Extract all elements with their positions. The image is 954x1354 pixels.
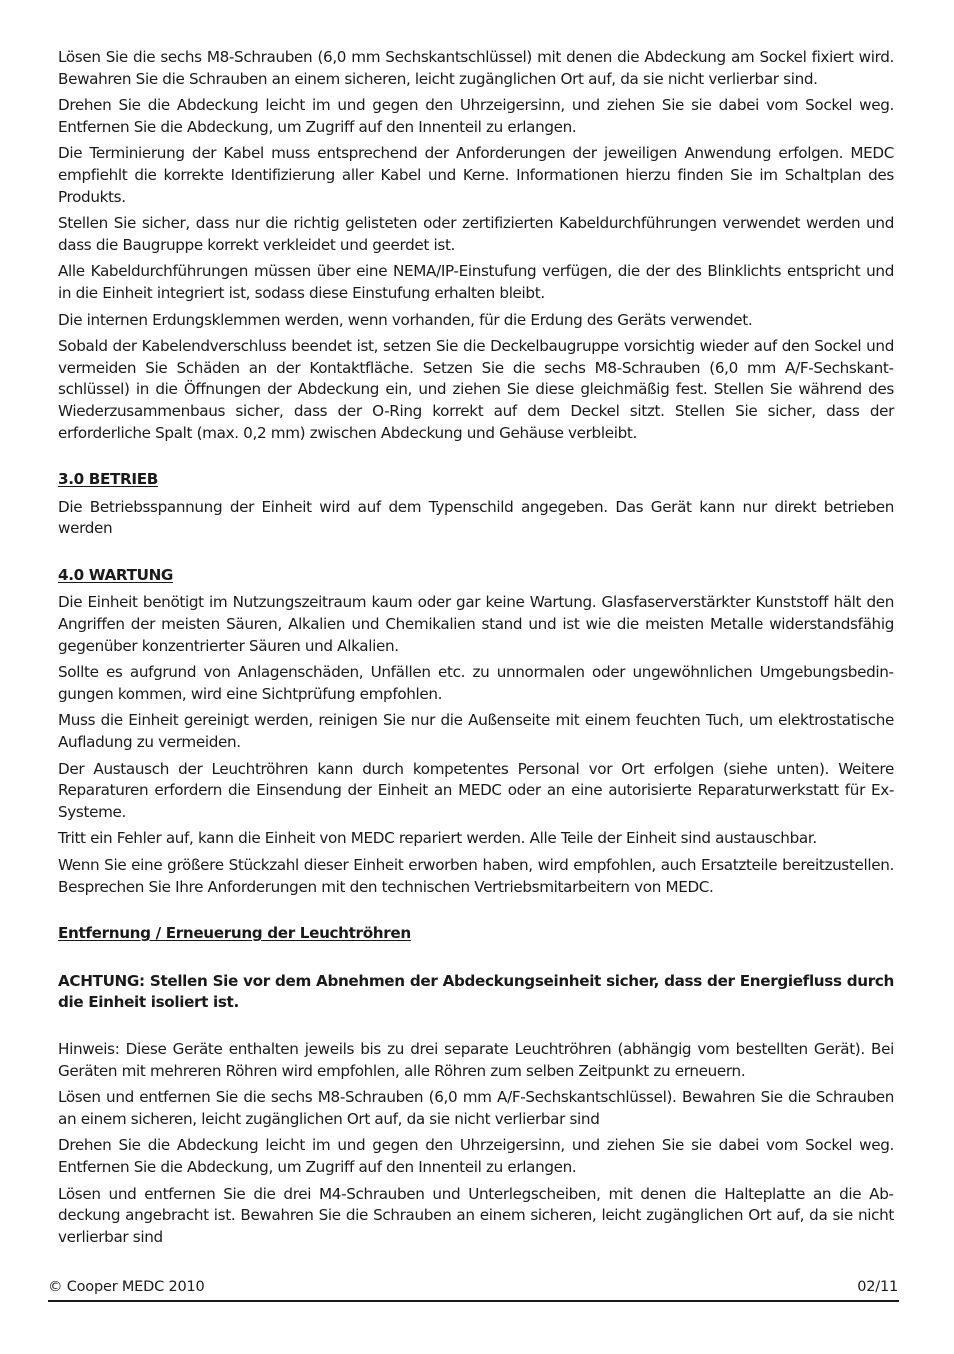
footer-page-number: 02/11 xyxy=(857,1279,898,1295)
section-heading-wartung: 4.0 WARTUNG xyxy=(58,565,174,584)
paragraph: Die Einheit benötigt im Nutzungszeitraum kaum oder gar keine Wartung. Glasfaserverstärkter Kunststoff hält den Angriffen der meisten Säuren, Alkalien und Chemikalien stand und ist wie die meisten Metalle widerstandsfähig gegenüber konzentrierter Säuren und Alkalien. xyxy=(58,593,894,655)
warning-notice: ACHTUNG: Stellen Sie vor dem Abnehmen der Abdeckungseinheit sicher, dass der Energiefluss durch die Einheit isoliert ist. xyxy=(58,971,894,1012)
section-heading-removal: Entfernung / Erneuerung der Leuchtröhren xyxy=(58,924,411,943)
paragraph: Sollte es aufgrund von Anlagenschäden, Unfällen etc. zu unnormalen oder ungewöhnlichen Umgebungsbedingungen kommen, wird eine Sichtprüfung empfohlen. xyxy=(58,663,894,703)
paragraph: Der Austausch der Leuchtröhren kann durch kompetentes Personal vor Ort erfolgen (siehe unten). Weitere Reparaturen erfordern die Einsendung der Einheit an MEDC oder an eine autorisierte Reparaturwerkstatt für Ex-Systeme. xyxy=(58,759,894,821)
spacer xyxy=(58,545,894,565)
spacer xyxy=(58,951,894,971)
paragraph: Lösen und entfernen Sie die drei M4-Schrauben und Unterlegscheiben, mit denen die Halteplatte an die Abdeckung angebracht ist. Bewahren Sie die Schrauben an einem sicheren, leicht zugänglichen Ort auf, da sie nicht verlierbar sind xyxy=(58,1184,894,1246)
spacer xyxy=(58,903,894,923)
paragraph: Wenn Sie eine größere Stückzahl dieser Einheit erworben haben, wird empfohlen, auch Ersatzteile bereitzustellen. Besprechen Sie Ihre Anforderungen mit den technischen Vertriebsmitarbeitern von MEDC. xyxy=(58,856,894,896)
paragraph: Drehen Sie die Abdeckung leicht im und gegen den Uhrzeigersinn, und ziehen Sie sie dabei vom Sockel weg. Entfernen Sie die Abdeckung, um Zugriff auf den Innenteil zu erlangen. xyxy=(58,1136,894,1176)
paragraph: Die Betriebsspannung der Einheit wird auf dem Typenschild angegeben. Das Gerät kann nur direkt betrieben werden xyxy=(58,497,894,538)
paragraph: Tritt ein Fehler auf, kann die Einheit von MEDC repariert werden. Alle Teile der Einheit sind austauschbar. xyxy=(58,829,817,848)
document-body xyxy=(58,47,894,1253)
section-heading-betrieb: 3.0 BETRIEB xyxy=(58,470,158,489)
spacer xyxy=(58,449,894,469)
footer-divider xyxy=(48,1300,899,1302)
paragraph: Lösen Sie die sechs M8-Schrauben (6,0 mm Sechskantschlüssel) mit denen die Abdeckung am Sockel fixiert wird. Bewahren Sie die Schrauben an einem sicheren, leicht zugänglichen Ort auf, da sie nicht verlierbar sind. xyxy=(58,48,894,88)
paragraph: Sobald der Kabelendverschluss beendet ist, setzen Sie die Deckelbaugruppe vorsichtig wieder auf den Sockel und vermeiden Sie Schäden an der Kontaktfläche. Setzen Sie die sechs M8-Schrauben (6,0 mm A/F-Sechskantschlüssel) in die Öffnungen der Abdeckung ein, und ziehen Sie diese gleichmäßig fest. Stellen Sie während des Wiederzusammenbaus sicher, dass der O-Ring korrekt auf dem Deckel sitzt. Stellen Sie sicher, dass der erforderliche Spalt (max. 0,2 mm) zwischen Abdeckung und Gehäuse verbleibt. xyxy=(58,337,894,442)
paragraph: Muss die Einheit gereinigt werden, reinigen Sie nur die Außenseite mit einem feuchten Tuch, um elektrostatische Aufladung zu vermeiden. xyxy=(58,711,894,752)
spacer xyxy=(58,1019,894,1039)
paragraph: Die Terminierung der Kabel muss entsprechend der Anforderungen der jeweiligen Anwendung erfolgen. MEDC empfiehlt die korrekte Identifizierung aller Kabel und Kerne. Informationen hierzu finden Sie im Schaltplan des Produkts. xyxy=(58,144,894,206)
paragraph: Alle Kabeldurchführungen müssen über eine NEMA/IP-Einstufung verfügen, die der des Blinklichts entspricht und in die Einheit integriert ist, sodass diese Einstufung erhalten bleibt. xyxy=(58,262,894,302)
footer-copyright: © Cooper MEDC 2010 xyxy=(48,1279,205,1295)
paragraph: Drehen Sie die Abdeckung leicht im und gegen den Uhrzeigersinn, und ziehen Sie sie dabei vom Sockel weg. Entfernen Sie die Abdeckung, um Zugriff auf den Innenteil zu erlangen. xyxy=(58,96,894,136)
paragraph: Die internen Erdungsklemmen werden, wenn vorhanden, für die Erdung des Geräts verwendet. xyxy=(58,310,753,329)
paragraph: Hinweis: Diese Geräte enthalten jeweils bis zu drei separate Leuchtröhren (abhängig vom bestellten Gerät). Bei Geräten mit mehreren Röhren wird empfohlen, alle Röhren zum selben Zeitpunkt zu erneuern. xyxy=(58,1039,894,1080)
paragraph: Lösen und entfernen Sie die sechs M8-Schrauben (6,0 mm A/F-Sechskantschlüssel). Bewahren Sie die Schrauben an einem sicheren, leicht zugänglichen Ort auf, da sie nicht verlierbar sind xyxy=(58,1088,894,1128)
paragraph: Stellen Sie sicher, dass nur die richtig gelisteten oder zertifizierten Kabeldurchführungen verwendet werden und dass die Baugruppe korrekt verkleidet und geerdet ist. xyxy=(58,214,894,254)
